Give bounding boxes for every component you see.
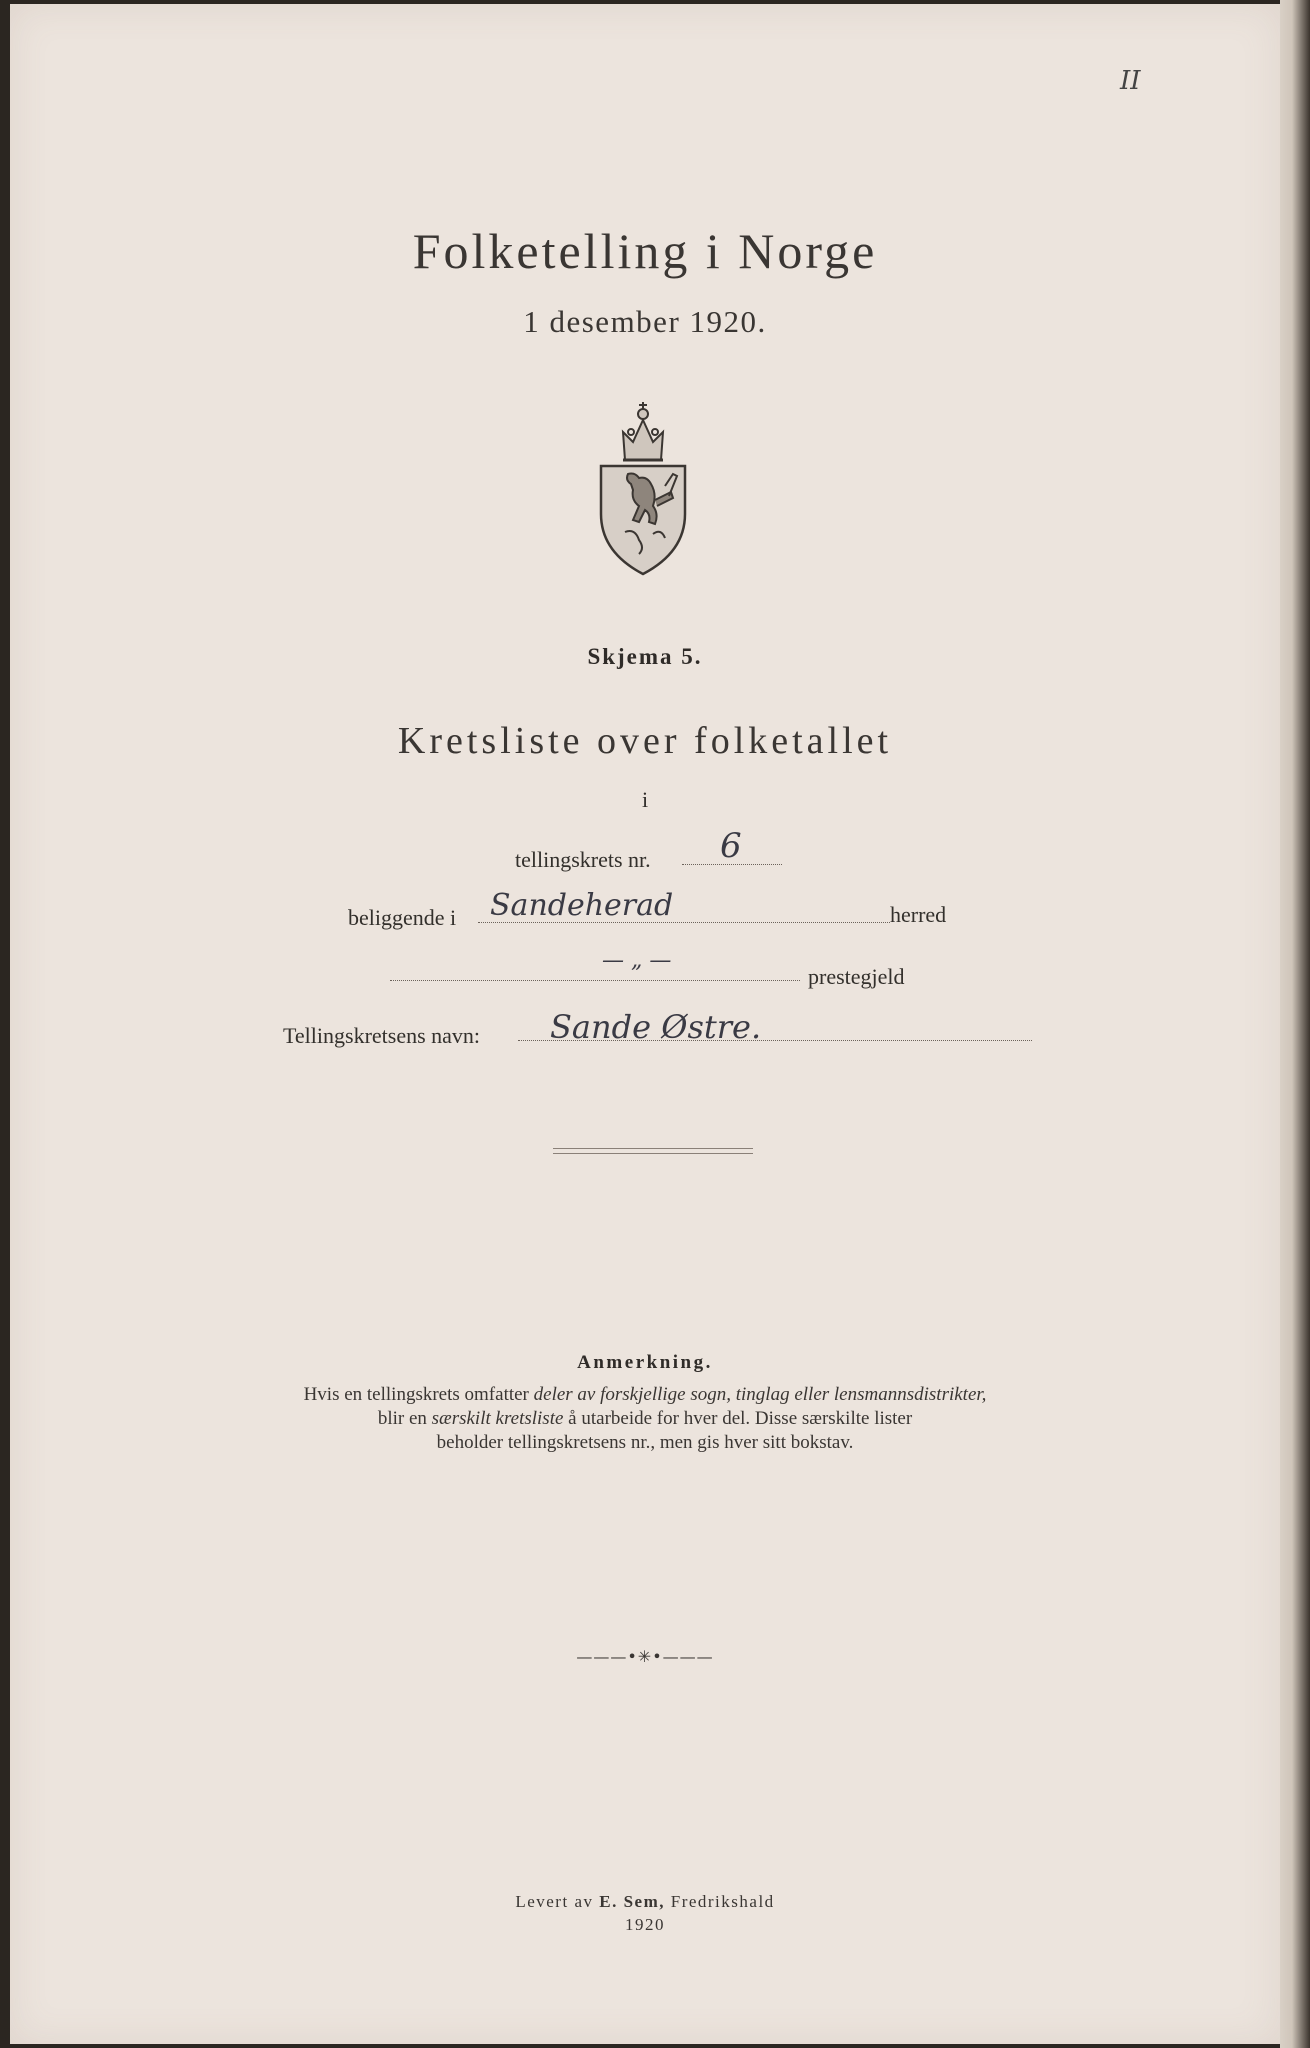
preposition-label: i [641,787,649,812]
district-number-value: 6 [720,826,742,866]
note-line-2-emphasis: særskilt kretsliste [431,1408,564,1429]
note-heading: Anmerkning. [577,1352,713,1373]
herred-label: herred [890,902,947,927]
separator-rule [553,1148,753,1149]
separator-rule-secondary [553,1153,753,1154]
document-subtitle: Kretsliste over folketallet [397,720,893,762]
parish-label: prestegjeld [808,964,905,989]
printer-year: 1920 [625,1915,665,1934]
district-name-label: Tellingskretsens navn: [283,1023,481,1048]
note-line-2 [10,1408,1280,1430]
located-value: Sandeherad [490,888,674,923]
printer-location: Fredrikshald [664,1892,775,1911]
note-line-1 [10,1384,1280,1406]
corner-page-mark: II [1120,66,1141,96]
printer-name: E. Sem, [599,1892,665,1911]
located-label: beliggende i [348,905,457,930]
note-line-1-text: Hvis en tellingskrets omfatter [303,1384,534,1405]
ornament-divider: ———•✳•——— [576,1647,714,1666]
page-edge-shadow [1280,0,1310,2048]
note-line-1-emphasis: deler av forskjellige sogn, tinglag eller lensmannsdistrikter, [533,1384,987,1405]
printer-line [10,1892,1280,1912]
coat-of-arms-icon [595,402,691,577]
district-number-label: tellingskrets nr. [515,847,651,872]
printer-prefix: Levert av [515,1892,600,1911]
note-line-2-text-b: å utarbeide for hver del. Disse særskilte lister [563,1408,913,1429]
document-title: Folketelling i Norge [412,223,878,279]
parish-field-line [390,980,800,981]
district-name-value: Sande Østre. [550,1008,762,1046]
census-form-page [10,4,1280,2044]
census-date: 1 desember 1920. [523,304,767,339]
note-line-2-text-a: blir en [377,1408,432,1429]
schema-number: Skjema 5. [587,644,703,669]
note-line-3: beholder tellingskretsens nr., men gis hver sitt bokstav. [436,1432,854,1453]
parish-value: — „ — [602,948,672,973]
